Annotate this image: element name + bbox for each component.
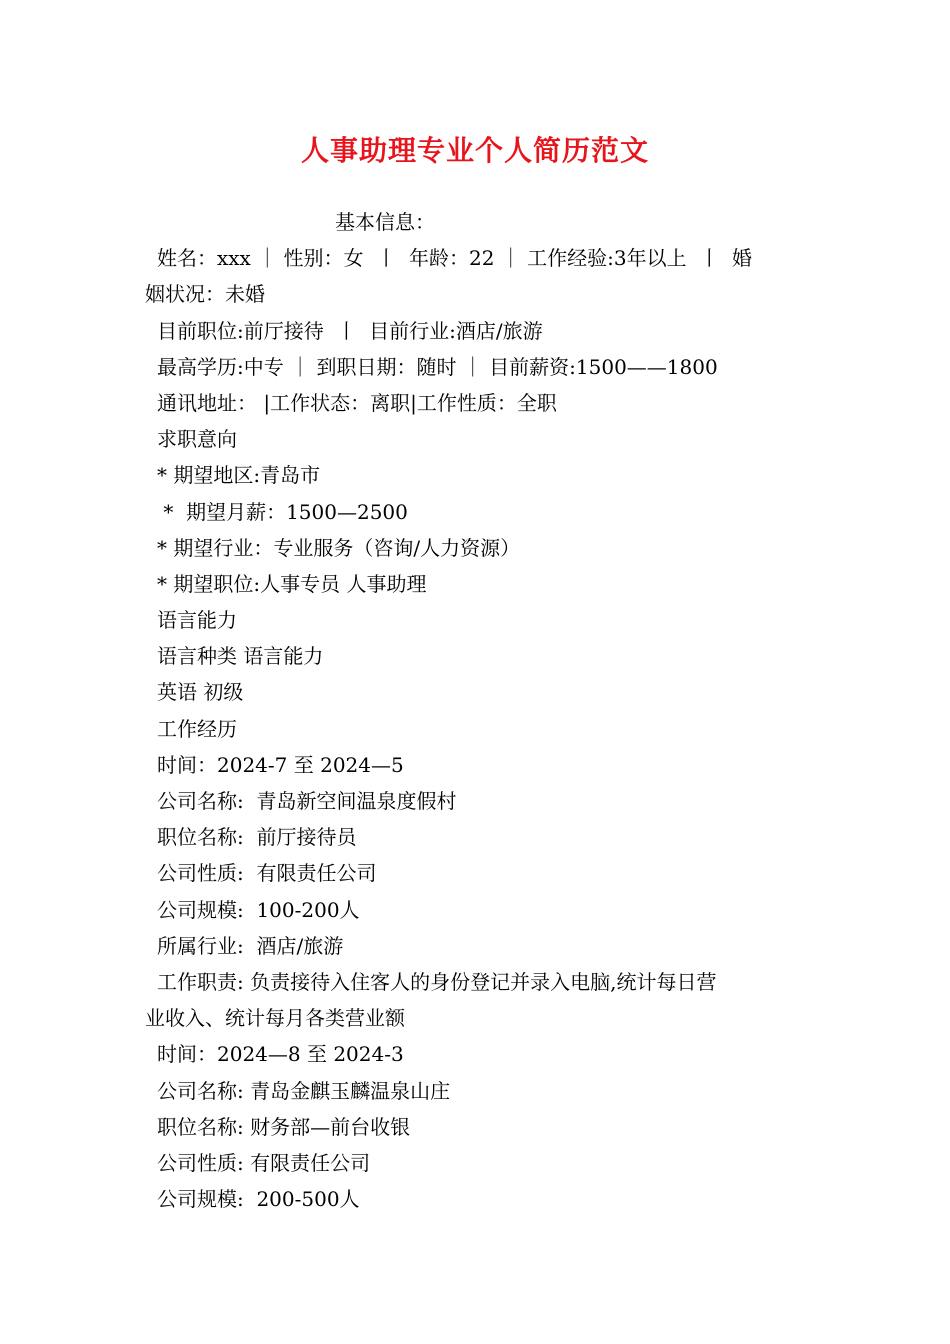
text-line-job1-company: 公司名称: 青岛新空间温泉度假村 — [157, 789, 457, 813]
text-line-expected-industry: * 期望行业：专业服务（咨询/人力资源） — [157, 535, 521, 560]
section-heading-work-experience: 工作经历 — [157, 716, 237, 741]
text-line-job2-time: 时间：2024—8 至 2024-3 — [157, 1042, 404, 1067]
text-line-job1-duties-cont: 业收入、统计每月各类营业额 — [145, 1006, 405, 1031]
text-line-expected-location: * 期望地区:青岛市 — [157, 463, 321, 488]
text-line-marital-status: 姻状况：未婚 — [145, 282, 265, 307]
section-heading-language: 语言能力 — [157, 608, 237, 633]
text-line-job1-company-type: 公司性质: 有限责任公司 — [157, 861, 377, 886]
text-line-job2-title: 职位名称: 财务部—前台收银 — [157, 1114, 411, 1139]
text-line-expected-position: * 期望职位:人事专员 人事助理 — [157, 571, 427, 596]
section-heading-job-intention: 求职意向 — [157, 427, 237, 452]
text-line-job1-industry: 所属行业: 酒店/旅游 — [157, 933, 344, 958]
text-line-job2-company-type: 公司性质: 有限责任公司 — [157, 1150, 371, 1175]
text-line-expected-salary: * 期望月薪：1500—2500 — [157, 499, 408, 524]
text-line-personal-info: 姓名：xxx ｜ 性别：女 丨 年龄：22 ｜ 工作经验:3年以上 丨 婚 — [157, 246, 753, 271]
text-line-job1-duties: 工作职责: 负责接待入住客人的身份登记并录入电脑,统计每日营 — [157, 969, 717, 994]
text-line-current-position: 目前职位:前厅接待 丨 目前行业:酒店/旅游 — [157, 318, 543, 343]
text-line-job1-title: 职位名称: 前厅接待员 — [157, 825, 357, 850]
text-line-education: 最高学历:中专 ｜ 到职日期：随时 ｜ 目前薪资:1500——1800 — [157, 354, 718, 379]
text-line-job2-company-size: 公司规模: 200-500人 — [157, 1187, 360, 1212]
text-line-language-english: 英语 初级 — [157, 680, 244, 705]
text-line-address-status: 通讯地址： |工作状态：离职|工作性质：全职 — [157, 390, 557, 415]
section-heading-basic-info: 基本信息： — [335, 210, 435, 234]
text-line-language-header: 语言种类 语言能力 — [157, 644, 324, 669]
text-line-job1-time: 时间：2024-7 至 2024—5 — [157, 752, 404, 777]
document-title: 人事助理专业个人简历范文 — [300, 134, 649, 167]
document-body — [145, 204, 810, 1217]
text-line-job1-company-size: 公司规模: 100-200人 — [157, 897, 360, 922]
text-line-job2-company: 公司名称: 青岛金麒玉麟温泉山庄 — [157, 1078, 451, 1103]
